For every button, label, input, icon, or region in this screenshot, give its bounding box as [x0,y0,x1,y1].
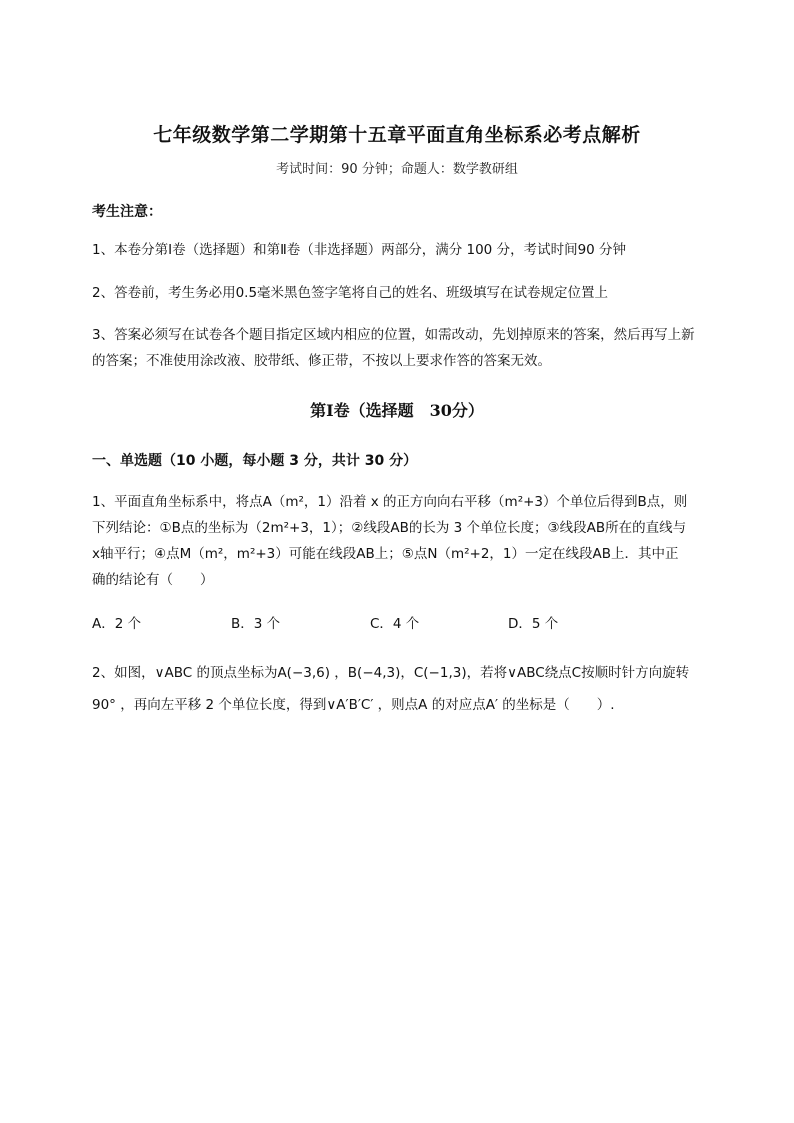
part-heading: 一、单选题（10 小题，每小题 3 分，共计 30 分） [92,453,418,469]
question-2-line-2: 90° ，再向左平移 2 个单位长度，得到∨A′B′C′ ，则点A 的对应点A′ 的坐标是（ ）. [92,697,615,713]
notice-item-2: 2、答卷前，考生务必用0.5毫米黑色签字笔将自己的姓名、班级填写在试卷规定位置上 [92,285,609,301]
question-1-line-3: x轴平行；④点M（m²，m²+3）可能在线段AB上；⑤点N（m²+2，1）一定在线段AB上．其中正 [92,546,679,562]
option-b[interactable]: B．3 个 [231,616,281,632]
notice-item-3-line-1: 3、答案必须写在试卷各个题目指定区域内相应的位置，如需改动，先划掉原来的答案，然后再写上新 [92,327,695,343]
document-subtitle: 考试时间：90 分钟；命题人：数学教研组 [276,162,518,177]
question-1-line-1: 1、平面直角坐标系中，将点A（m²，1）沿着 x 的正方向向右平移（m²+3）个单位后得到B点，则 [92,494,688,510]
question-1-line-2: 下列结论：①B点的坐标为（2m²+3，1）；②线段AB的长为 3 个单位长度；③线段AB所在的直线与 [92,520,687,536]
option-a[interactable]: A．2 个 [92,616,142,632]
document-title: 七年级数学第二学期第十五章平面直角坐标系必考点解析 [153,124,641,146]
question-2-line-1: 2、如图，∨ABC 的顶点坐标为A(−3,6) ，B(−4,3)，C(−1,3)，若将∨ABC绕点C按顺时针方向旋转 [92,665,690,681]
option-d[interactable]: D．5 个 [508,616,559,632]
notice-heading: 考生注意： [92,204,162,220]
notice-item-3-line-2: 的答案；不准使用涂改液、胶带纸、修正带，不按以上要求作答的答案无效。 [92,353,551,369]
section-title: 第Ⅰ卷（选择题 30分） [310,401,484,420]
question-1-line-4: 确的结论有（ ） [92,572,214,588]
option-c[interactable]: C．4 个 [370,616,420,632]
notice-item-1: 1、本卷分第Ⅰ卷（选择题）和第Ⅱ卷（非选择题）两部分，满分 100 分，考试时间90 分钟 [92,242,627,258]
